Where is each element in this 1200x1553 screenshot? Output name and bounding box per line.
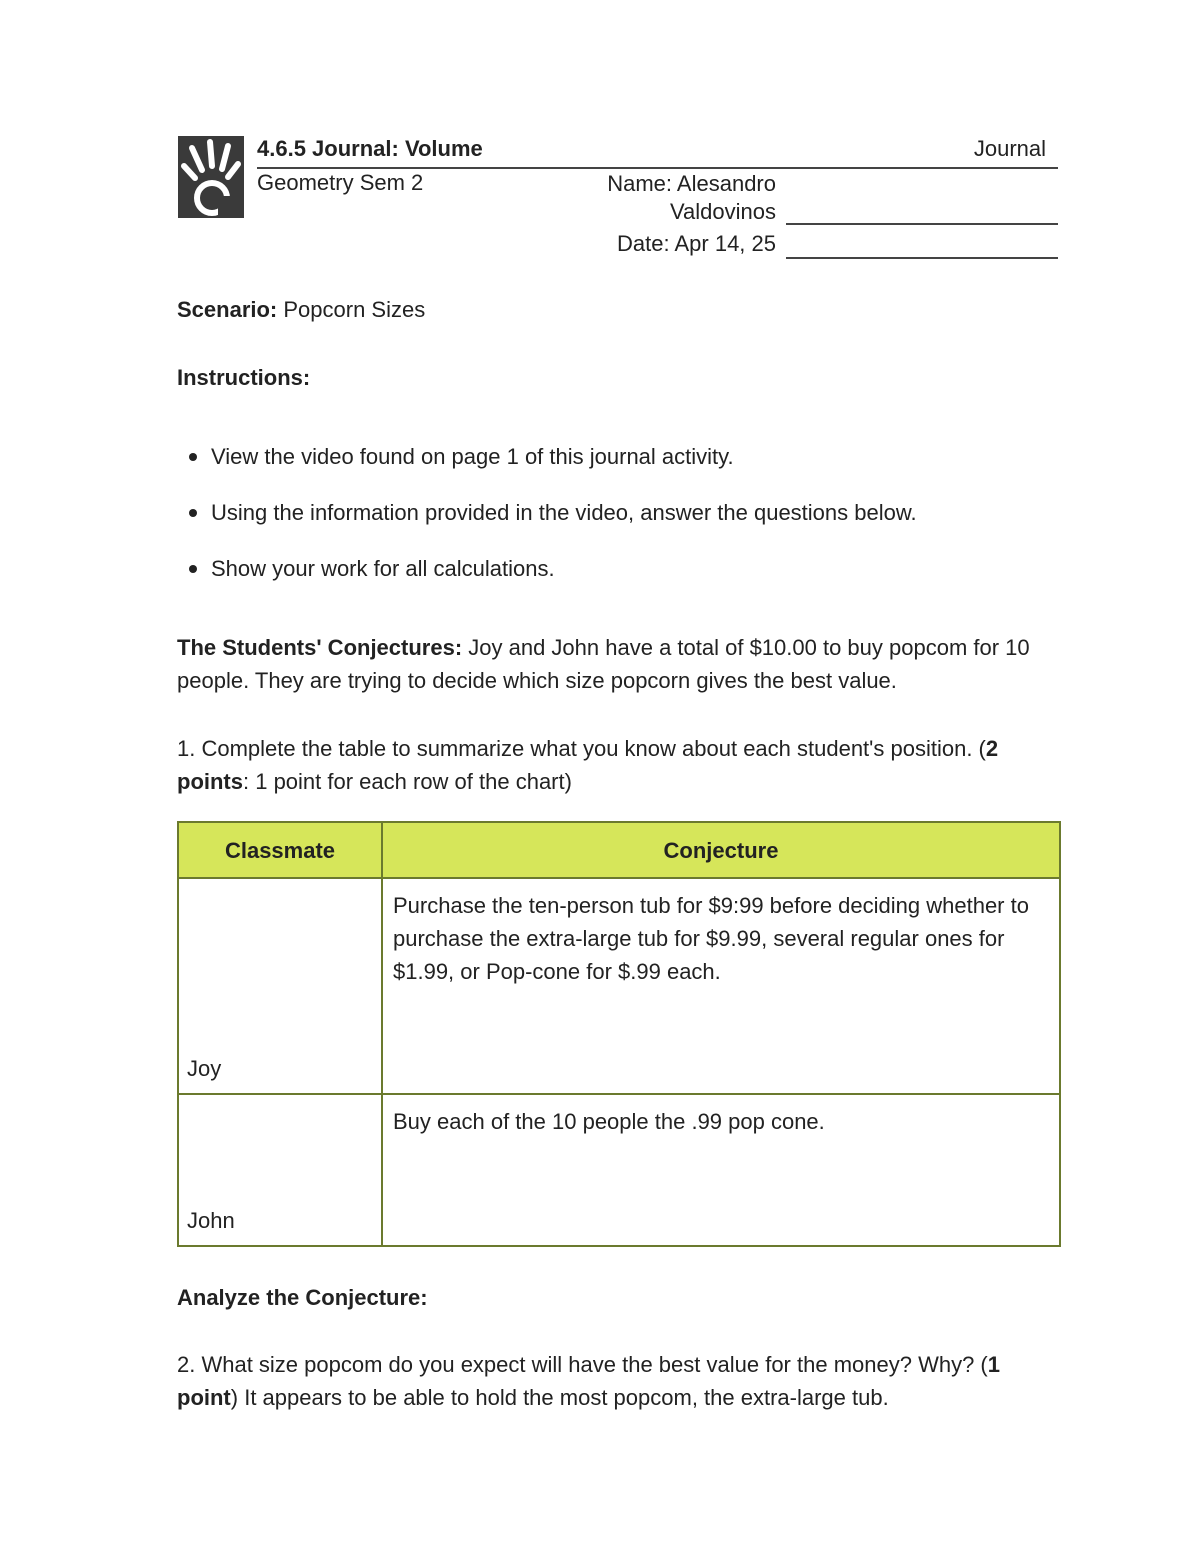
conjectures-paragraph xyxy=(177,631,1067,697)
column-header-conjecture: Conjecture xyxy=(382,822,1060,878)
name-field xyxy=(560,170,776,226)
document-type-label: Journal xyxy=(973,136,1046,161)
conjecture-table xyxy=(177,821,1061,1247)
scenario-text: Popcorn Sizes xyxy=(277,297,426,322)
analyze-label: Analyze the Conjecture: xyxy=(177,1285,428,1310)
assignment-title: 4.6.5 Journal: Volume xyxy=(257,136,483,161)
scenario-label: Scenario: xyxy=(177,297,278,322)
sunburst-head-logo-icon xyxy=(178,136,244,218)
header-divider xyxy=(257,167,1058,169)
list-item-text: Using the information provided in the video, answer the questions below. xyxy=(211,500,917,525)
question-2-paren: ) xyxy=(230,1385,239,1410)
list-item xyxy=(177,496,1057,552)
question-1-points: 2 points xyxy=(177,736,999,794)
list-item-text: Show your work for all calculations. xyxy=(211,556,555,581)
list-item xyxy=(177,440,1057,496)
list-item-text: View the video found on page 1 of this journal activity. xyxy=(211,444,734,469)
list-item xyxy=(177,552,1057,608)
course-name: Geometry Sem 2 xyxy=(257,170,424,195)
analyze-heading xyxy=(177,1281,1067,1314)
bullet-icon xyxy=(189,509,197,517)
question-2-answer: It appears to be able to hold the most popcom, the extra-large tub. xyxy=(238,1385,889,1410)
question-2-points: 1 point xyxy=(177,1352,1000,1410)
table-row xyxy=(178,1094,1060,1246)
bullet-icon xyxy=(189,453,197,461)
classmate-cell: John xyxy=(178,1094,382,1246)
bullet-icon xyxy=(189,565,197,573)
instructions-label: Instructions: xyxy=(177,365,311,390)
name-label: Name: Alesandro xyxy=(607,171,776,196)
question-1-text: 1. Complete the table to summarize what you know about each student's position. ( xyxy=(177,736,986,761)
table-header-row xyxy=(178,822,1060,878)
date-label: Date: Apr 14, 25 xyxy=(617,231,776,256)
conjecture-cell: Purchase the ten-person tub for $9:99 before deciding whether to purchase the extra-large tub for $9.99, several regular ones for $1.99, or Pop-cone for $.99 each. xyxy=(382,878,1060,1094)
conjecture-cell: Buy each of the 10 people the .99 pop cone. xyxy=(382,1094,1060,1246)
name-value: Valdovinos xyxy=(670,199,776,224)
instructions-heading xyxy=(177,361,1067,394)
date-underline xyxy=(786,257,1058,259)
instructions-list xyxy=(177,440,1057,608)
question-1 xyxy=(177,732,1067,798)
classmate-cell: Joy xyxy=(178,878,382,1094)
question-2 xyxy=(177,1348,1067,1414)
conjectures-label: The Students' Conjectures: xyxy=(177,635,463,660)
name-underline xyxy=(786,223,1058,225)
question-2-text: 2. What size popcom do you expect will have the best value for the money? Why? ( xyxy=(177,1352,988,1377)
scenario-line xyxy=(177,293,1067,326)
table-row xyxy=(178,878,1060,1094)
column-header-classmate: Classmate xyxy=(178,822,382,878)
conjectures-text: Joy and John have a total of $10.00 to buy popcom for 10 people. They are trying to decide which size popcorn gives the best value. xyxy=(177,635,1030,693)
question-1-points-detail: : 1 point for each row of the chart) xyxy=(243,769,572,794)
